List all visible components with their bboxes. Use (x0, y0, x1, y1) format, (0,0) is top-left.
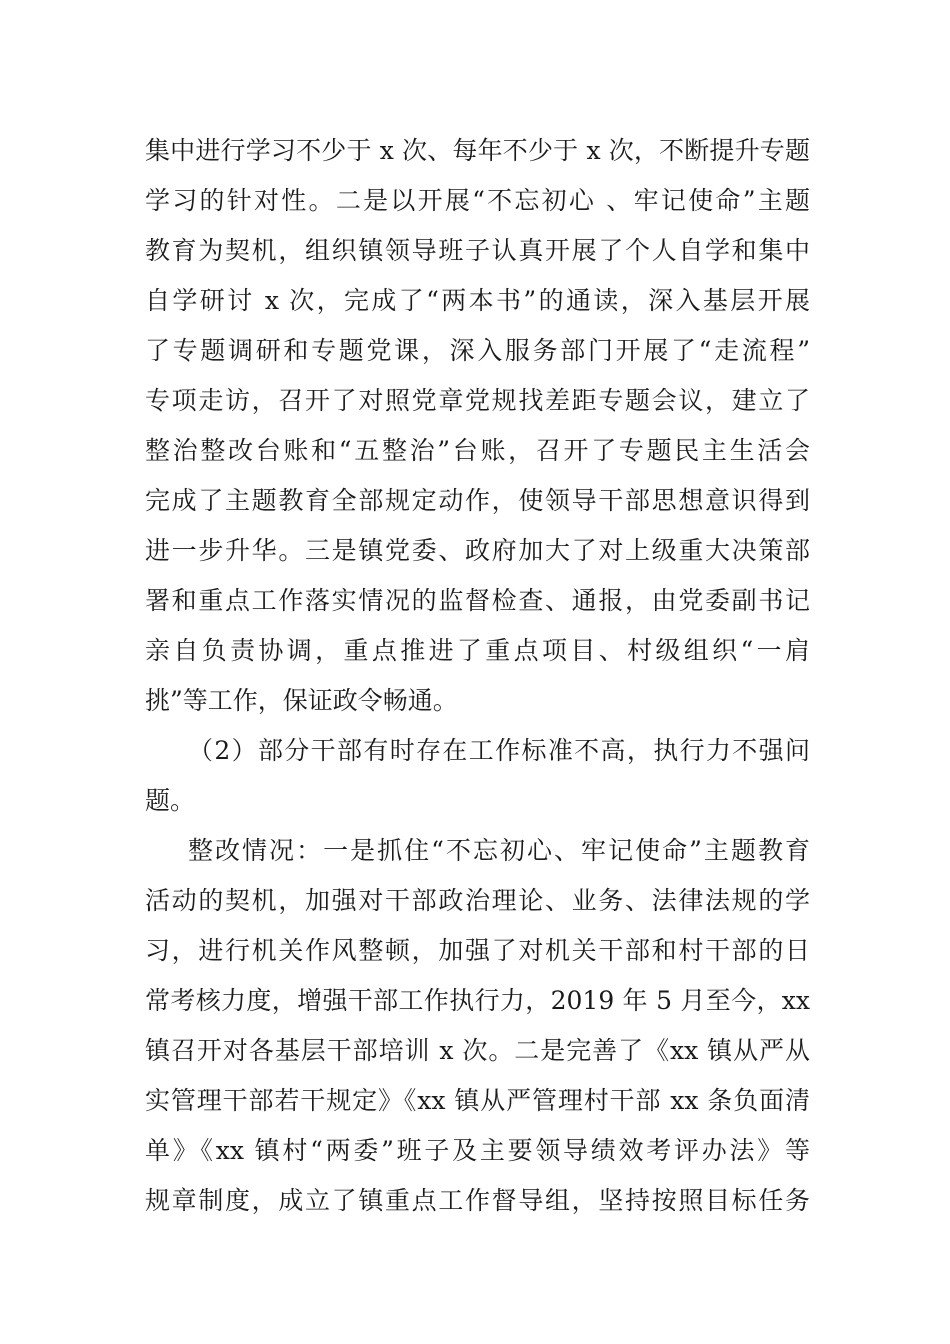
text-line: 集中进行学习不少于 x 次、每年不少于 x 次，不断提升专题 (145, 136, 810, 165)
text-line: 教育为契机，组织镇领导班子认真开展了个人自学和集中 (145, 236, 810, 265)
text-line: 学习的针对性。二是以开展“不忘初心 、牢记使命”主题 (145, 186, 810, 215)
text-line: 单》《xx 镇村“两委”班子及主要领导绩效考评办法》等 (145, 1136, 810, 1165)
paragraph-start-line: 整改情况：一是抓住“不忘初心、牢记使命”主题教育 (188, 836, 810, 865)
section-heading: （2）部分干部有时存在工作标准不高，执行力不强问 (188, 736, 810, 765)
text-line: 了专题调研和专题党课，深入服务部门开展了“走流程” (145, 336, 810, 365)
text-line: 亲自负责协调，重点推进了重点项目、村级组织“一肩 (145, 636, 810, 665)
text-line: 整治整改台账和“五整治”台账，召开了专题民主生活会 (145, 436, 810, 465)
text-line: 自学研讨 x 次，完成了“两本书”的通读，深入基层开展 (145, 286, 810, 315)
text-line: 署和重点工作落实情况的监督检查、通报，由党委副书记 (145, 586, 810, 615)
text-line: 镇召开对各基层干部培训 x 次。二是完善了《xx 镇从严从 (145, 1036, 810, 1065)
text-line: 完成了主题教育全部规定动作，使领导干部思想意识得到 (145, 486, 810, 515)
text-line: 进一步升华。三是镇党委、政府加大了对上级重大决策部 (145, 536, 810, 565)
text-line: 挑”等工作，保证政令畅通。 (145, 686, 458, 715)
text-line: 活动的契机，加强对干部政治理论、业务、法律法规的学 (145, 886, 810, 915)
text-line: 习，进行机关作风整顿，加强了对机关干部和村干部的日 (145, 936, 810, 965)
text-line: 实管理干部若干规定》《xx 镇从严管理村干部 xx 条负面清 (145, 1086, 810, 1115)
section-heading-continuation: 题。 (145, 786, 196, 815)
text-line: 规章制度，成立了镇重点工作督导组，坚持按照目标任务 (145, 1186, 810, 1215)
text-line: 专项走访，召开了对照党章党规找差距专题会议，建立了 (145, 386, 810, 415)
text-line: 常考核力度，增强干部工作执行力，2019 年 5 月至今，xx (145, 986, 810, 1015)
